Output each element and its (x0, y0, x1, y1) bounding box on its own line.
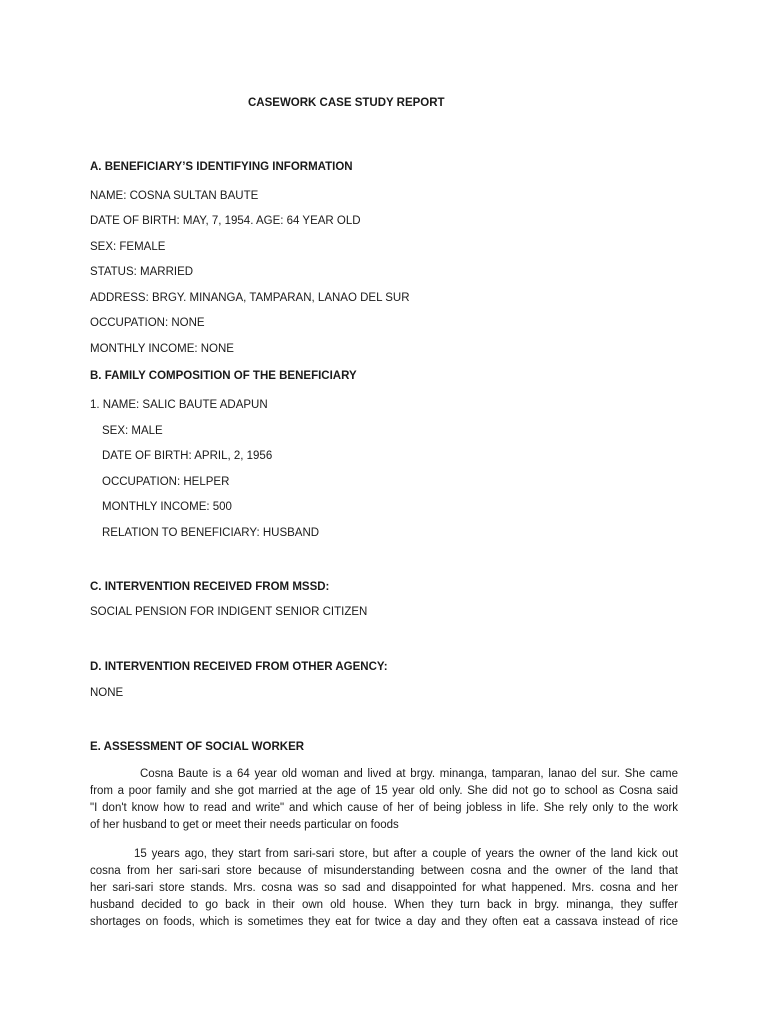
paragraph-line: shortages on foods, which is sometimes they eat for twice a day and they often eat a cassava instead of rice (90, 916, 678, 928)
section-d-heading: D. INTERVENTION RECEIVED FROM OTHER AGENCY: (90, 661, 388, 673)
beneficiary-name: NAME: COSNA SULTAN BAUTE (90, 190, 259, 202)
paragraph-line: husband decided to go back in their own old house. When they turn back in brgy. minanga, they suffer (90, 899, 678, 911)
family-member-dob: DATE OF BIRTH: APRIL, 2, 1956 (102, 450, 273, 462)
paragraph-line: cosna from her sari-sari store because of misunderstanding between cosna and the owner of the land that (90, 865, 678, 877)
family-member-sex: SEX: MALE (102, 425, 163, 437)
paragraph-line: Cosna Baute is a 64 year old woman and lived at brgy. minanga, tamparan, lanao del sur. She came (140, 768, 678, 780)
beneficiary-sex: SEX: FEMALE (90, 241, 166, 253)
family-member-income: MONTHLY INCOME: 500 (102, 501, 232, 513)
paragraph-line: "I don't know how to read and write" and which cause of her of being jobless in life. She rely only to the work (90, 802, 678, 814)
beneficiary-status: STATUS: MARRIED (90, 266, 194, 278)
beneficiary-dob-age: DATE OF BIRTH: MAY, 7, 1954. AGE: 64 YEAR OLD (90, 215, 361, 227)
beneficiary-occupation: OCCUPATION: NONE (90, 317, 205, 329)
paragraph-line: her sari-sari store stands. Mrs. cosna was so sad and disappointed for what happened. Mrs. cosna and her (90, 882, 678, 894)
paragraph-line: 15 years ago, they start from sari-sari store, but after a couple of years the owner of the land kick out (134, 848, 678, 860)
section-c-body: SOCIAL PENSION FOR INDIGENT SENIOR CITIZEN (90, 606, 368, 618)
family-member-name: 1. NAME: SALIC BAUTE ADAPUN (90, 399, 268, 411)
beneficiary-income: MONTHLY INCOME: NONE (90, 343, 234, 355)
paragraph-line: from a poor family and she got married at the age of 15 year old only. She did not go to school as Cosna said (90, 785, 678, 797)
document-title: CASEWORK CASE STUDY REPORT (248, 97, 445, 109)
assessment-paragraph-1 (90, 766, 678, 834)
section-e-heading: E. ASSESSMENT OF SOCIAL WORKER (90, 741, 305, 753)
paragraph-line: of her husband to get or meet their needs particular on foods (90, 819, 399, 831)
beneficiary-address: ADDRESS: BRGY. MINANGA, TAMPARAN, LANAO DEL SUR (90, 292, 410, 304)
section-d-body: NONE (90, 687, 124, 699)
section-c-heading: C. INTERVENTION RECEIVED FROM MSSD: (90, 581, 330, 593)
assessment-paragraph-2 (90, 846, 678, 931)
section-b-heading: B. FAMILY COMPOSITION OF THE BENEFICIARY (90, 370, 357, 382)
family-member-occupation: OCCUPATION: HELPER (102, 476, 230, 488)
section-a-heading: A. BENEFICIARY’S IDENTIFYING INFORMATION (90, 161, 353, 173)
family-member-relation: RELATION TO BENEFICIARY: HUSBAND (102, 527, 320, 539)
